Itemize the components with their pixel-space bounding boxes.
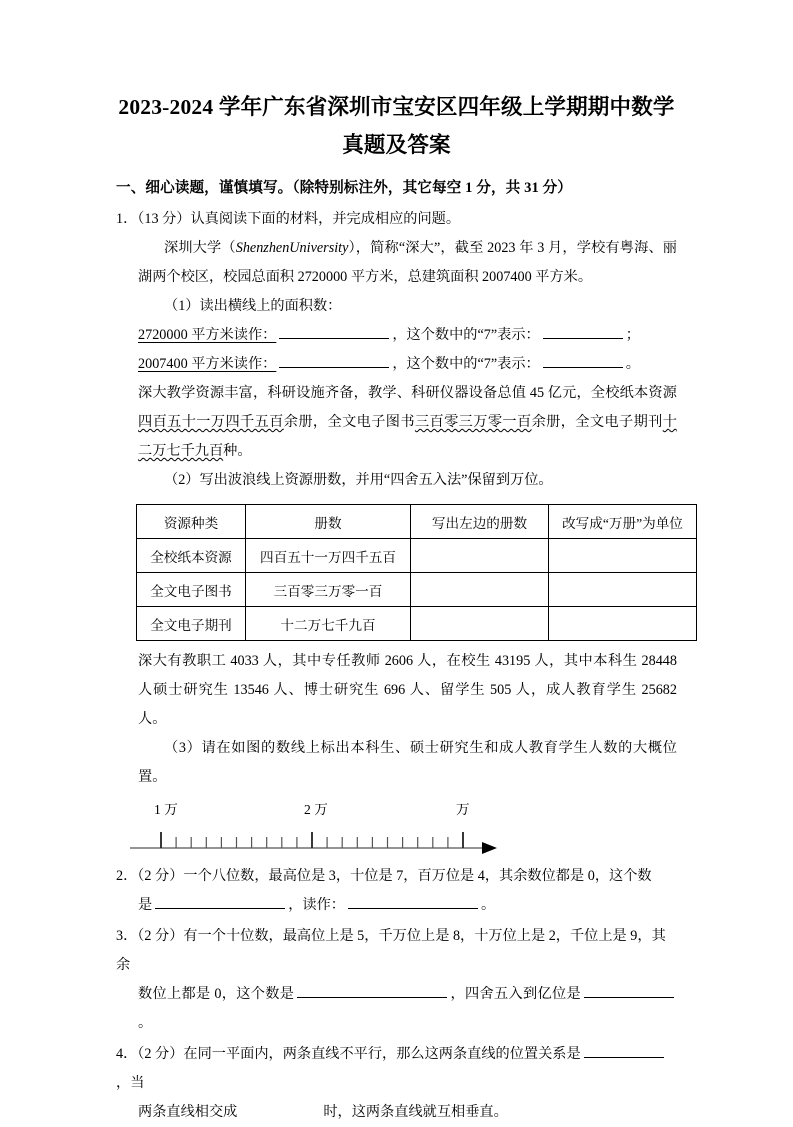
answer-blank-q2-reading[interactable]: [348, 893, 478, 909]
q4-text-b: ，当: [116, 1075, 145, 1091]
row-1-answer-wan[interactable]: [549, 539, 697, 573]
table-header-write-number: 写出左边的册数: [411, 505, 549, 539]
table-header-row: [137, 505, 697, 539]
answer-blank-q3-number[interactable]: [297, 982, 447, 998]
answer-blank-read-2007400[interactable]: [279, 352, 389, 368]
question-1-blank-line-1: [116, 321, 677, 350]
page-title: [116, 88, 677, 164]
blank-line-2-lead: 2007400 平方米读作：: [138, 356, 277, 372]
answer-blank-digit7-2720000[interactable]: [543, 323, 623, 339]
q2-text-c: 。: [480, 897, 496, 913]
question-4-stem: [116, 1040, 677, 1098]
number-line-label-3: 万: [456, 802, 470, 817]
q3-text-c: 。: [138, 1015, 153, 1031]
wavy-underline-paper-resources: 四百五十一万四千五百: [138, 414, 284, 430]
question-2-answer-line: [116, 891, 677, 920]
answer-blank-q4-angle[interactable]: [240, 1101, 320, 1116]
title-line-2: 真题及答案: [342, 133, 451, 157]
row-1-kind: 全校纸本资源: [137, 539, 246, 573]
blank-line-1-lead: 2720000 平方米读作：: [138, 327, 277, 343]
number-line-label-2: 2 万: [304, 802, 328, 817]
row-2-answer-wan[interactable]: [549, 573, 697, 607]
row-2-answer-write[interactable]: [411, 573, 549, 607]
question-1-sub-3-label: （3）请在如图的数线上标出本科生、硕士研究生和成人教育学生人数的大概位置。: [138, 740, 677, 785]
title-line-1: 2023-2024 学年广东省深圳市宝安区四年级上学期期中数学: [118, 95, 675, 119]
blank-line-2-mid: ，这个数中的“7”表示：: [392, 356, 540, 372]
answer-blank-q2-number[interactable]: [155, 893, 285, 909]
table-row: [137, 607, 697, 641]
row-2-kind: 全文电子图书: [137, 573, 246, 607]
question-1-material-paragraph-1: [116, 234, 677, 292]
number-line-axis: [116, 822, 516, 856]
row-3-answer-write[interactable]: [411, 607, 549, 641]
q4-text-a: 4．（2 分）在同一平面内，两条直线不平行，那么这两条直线的位置关系是: [116, 1046, 581, 1062]
resource-table: [136, 504, 697, 641]
number-line-figure: [116, 798, 677, 860]
material2-text-c: 余册，全文电子期刊: [531, 414, 663, 430]
section-heading: 一、细心读题，谨慎填写。（除特别标注外，其它每空 1 分，共 31 分）: [116, 180, 573, 196]
table-header-convert-wan: 改写成“万册”为单位: [549, 505, 697, 539]
table-row: [137, 573, 697, 607]
material2-text-b: 余册，全文电子图书: [283, 414, 415, 430]
question-1-sub-1-label: （1）读出横线上的面积数：: [164, 298, 342, 314]
question-2-stem: 2．（2 分）一个八位数，最高位是 3，十位是 7，百万位是 4，其余数位都是 0，这个数: [116, 868, 652, 884]
row-3-count: 十二万七千九百: [246, 607, 411, 641]
q4-text-d: 时，这两条直线就互相垂直。: [323, 1104, 508, 1120]
row-3-answer-wan[interactable]: [549, 607, 697, 641]
material-english-name: ShenzhenUniversity: [235, 240, 349, 256]
question-4-answer-line: [116, 1098, 677, 1127]
q4-text-c: 两条直线相交成: [138, 1104, 238, 1120]
question-1-sub-2-label: （2）写出波浪线上资源册数，并用“四舍五入法”保留到万位。: [164, 472, 553, 488]
row-1-count: 四百五十一万四千五百: [246, 539, 411, 573]
question-1-material-paragraph-3: 深大有教职工 4033 人，其中专任教师 2606 人，在校生 43195 人，其中本科生 28448 人硕士研究生 13546 人、博士研究生 696 人、留学生 505 人，成人教育学生 25682 人。: [138, 653, 677, 727]
row-1-answer-write[interactable]: [411, 539, 549, 573]
answer-blank-q3-rounded[interactable]: [584, 982, 674, 998]
q2-text-b: ，读作：: [288, 897, 345, 913]
q2-text-a: 是: [138, 897, 153, 913]
wavy-underline-ejournals: 十二万七千九百: [138, 414, 677, 459]
row-3-kind: 全文电子期刊: [137, 607, 246, 641]
q3-text-b: ，四舍五入到亿位是: [450, 986, 581, 1002]
blank-line-2-end: 。: [625, 356, 640, 372]
answer-blank-q4-relation[interactable]: [584, 1042, 664, 1058]
material-text-b: ），简称“深大”，截至 2023 年 3 月，学校有粤海、丽湖两个校区，校园总面积 2720000 平方米，总建筑面积 2007400 平方米。: [138, 240, 677, 285]
row-2-count: 三百零三万零一百: [246, 573, 411, 607]
wavy-underline-ebooks: 三百零三万零一百: [414, 414, 532, 430]
table-row: [137, 539, 697, 573]
question-1-blank-line-2: [116, 350, 677, 379]
blank-line-1-mid: ，这个数中的“7”表示：: [392, 327, 540, 343]
number-line-label-1: 1 万: [154, 802, 178, 817]
question-1-stem: 1．（13 分）认真阅读下面的材料，并完成相应的问题。: [116, 211, 461, 227]
answer-blank-digit7-2007400[interactable]: [543, 352, 623, 368]
answer-blank-read-2720000[interactable]: [279, 323, 389, 339]
blank-line-1-end: ；: [625, 327, 640, 343]
question-1-material-paragraph-2: [116, 379, 677, 466]
question-3-answer-line: [116, 980, 677, 1038]
material2-text-d: 种。: [223, 443, 252, 459]
q3-text-a: 数位上都是 0，这个数是: [138, 986, 295, 1002]
material2-text-a: 深大教学资源丰富，科研设施齐备，教学、科研仪器设备总值 45 亿元，全校纸本资源: [138, 385, 677, 401]
table-header-count: 册数: [246, 505, 411, 539]
question-3-stem: 3．（2 分）有一个十位数，最高位上是 5，千万位上是 8，十万位上是 2，千位上是 9，其余: [116, 928, 666, 973]
table-header-kind: 资源种类: [137, 505, 246, 539]
material-text-a: 深圳大学（: [164, 240, 236, 256]
